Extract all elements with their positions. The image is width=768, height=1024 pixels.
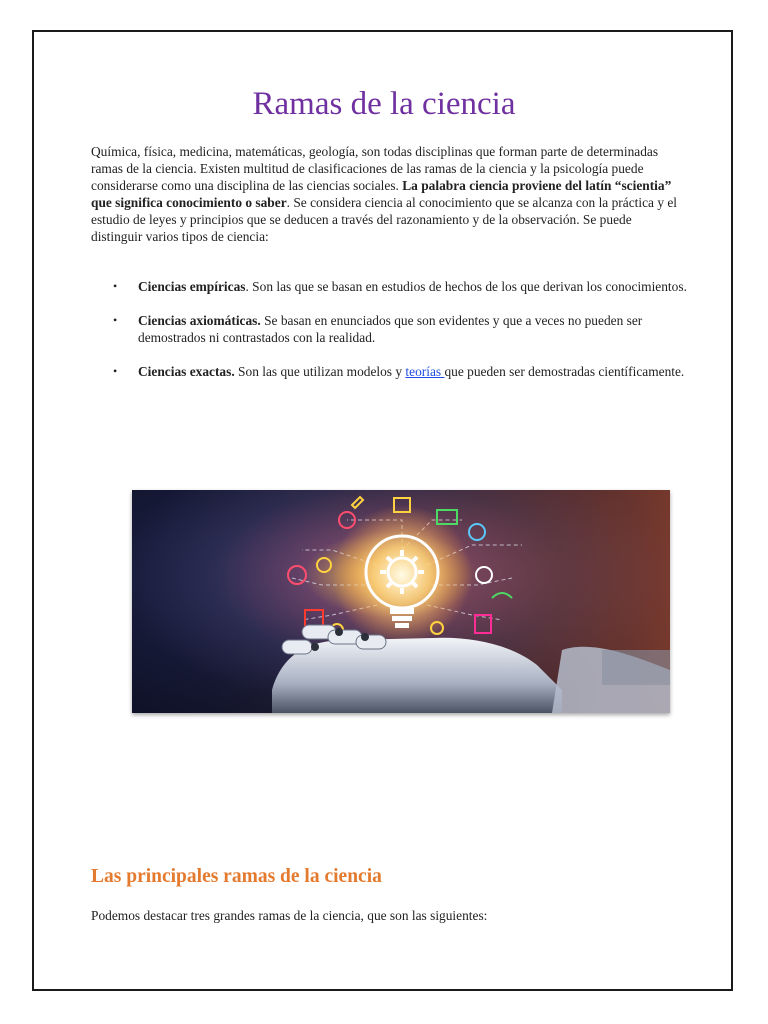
- list-item-term: Ciencias empíricas: [138, 279, 246, 294]
- list-item-term: Ciencias exactas.: [138, 364, 235, 379]
- closing-paragraph: Podemos destacar tres grandes ramas de la ciencia, que son las siguientes:: [91, 908, 488, 923]
- list-item: [91, 278, 691, 295]
- science-illustration: [132, 490, 670, 713]
- intro-text-2: . Se considera ciencia al conocimiento que se alcanza con la práctica y el estudio de leyes y principios que se deducen a través del razonamiento y de la observación. Se puede distinguir varios tipos de ciencia:: [91, 195, 678, 244]
- theories-link[interactable]: teorías: [405, 364, 445, 379]
- list-item-text: Se basan en enunciados que son evidentes y que a veces no pueden ser demostrados ni contrastados con la realidad.: [138, 313, 643, 345]
- list-item-term: Ciencias axiomáticas.: [138, 313, 261, 328]
- bullet-icon: •: [113, 279, 118, 293]
- page-title: Ramas de la ciencia: [252, 86, 516, 122]
- list-item-text: . Son las que se basan en estudios de hechos de los que derivan los conocimientos.: [245, 279, 687, 294]
- bullet-icon: •: [113, 364, 118, 378]
- list-item: [91, 312, 691, 346]
- intro-bold-text: La palabra ciencia proviene del latín “scientia” que significa conocimiento o saber: [91, 178, 672, 210]
- list-item: [91, 363, 691, 380]
- list-item-text: Son las que utilizan modelos y: [234, 364, 406, 379]
- lightbulb-hand-illustration: [132, 490, 670, 713]
- intro-text-1: Química, física, medicina, matemáticas, geología, son todas disciplinas que forman parte de determinadas ramas de la ciencia. Existen multitud de clasificaciones de las ramas de la ciencia y la psicología puede considerarse como una disciplina de las ciencias sociales.: [91, 144, 659, 193]
- bullet-icon: •: [113, 313, 118, 327]
- section-heading: Las principales ramas de la ciencia: [91, 866, 382, 887]
- list-item-text: que pueden ser demostradas científicamente.: [444, 364, 685, 379]
- science-types-list: [91, 278, 691, 397]
- intro-paragraph: [91, 143, 681, 245]
